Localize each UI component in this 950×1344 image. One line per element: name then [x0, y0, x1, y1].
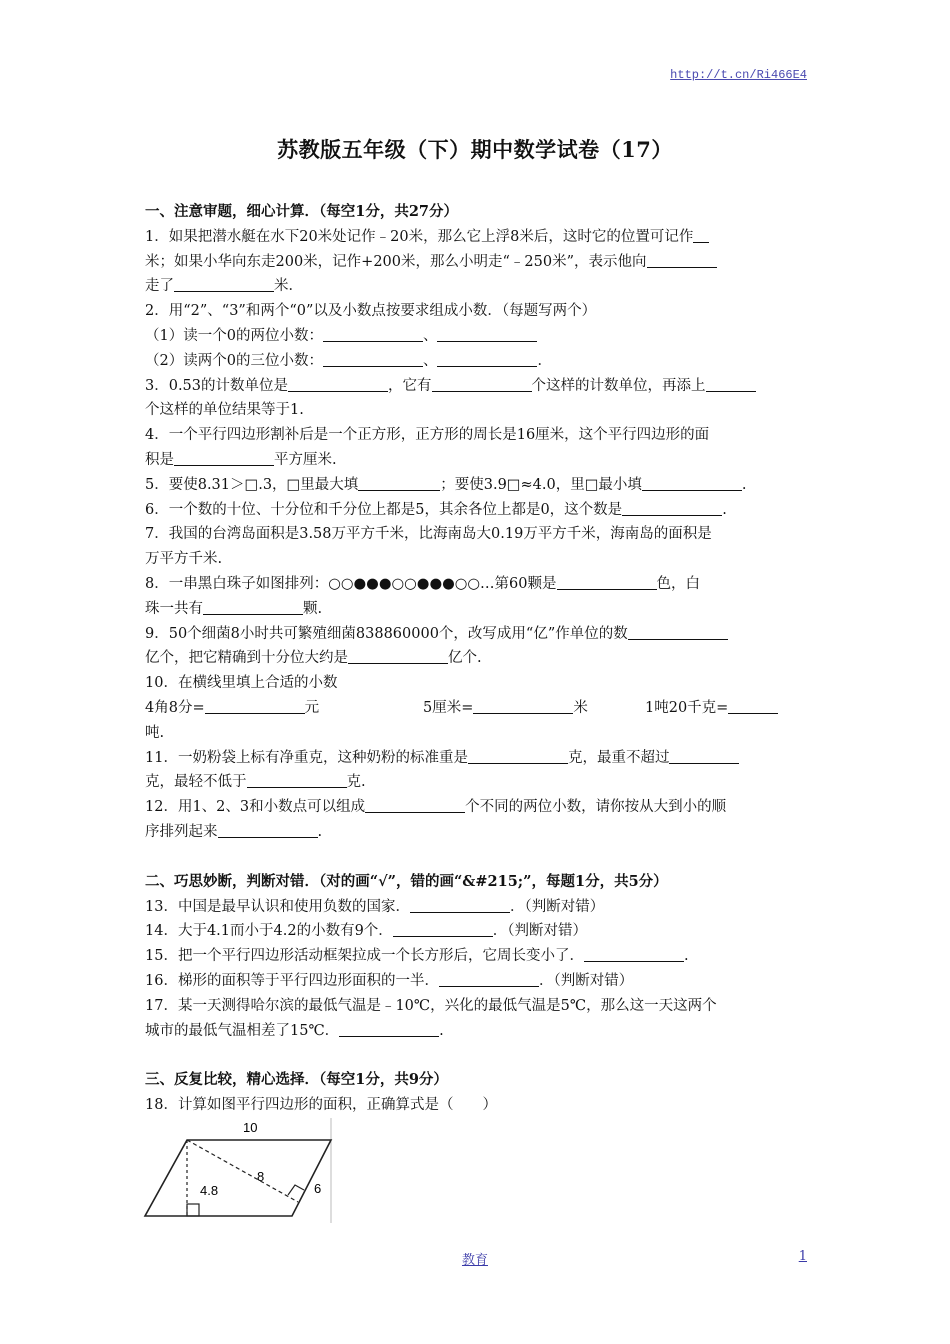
question-1-line-2: 米；如果小华向东走200米，记作+200米，那么小明走“﹣250米”，表示他向 — [145, 250, 810, 275]
question-3-line-1: 3．0.53的计数单位是 ，它有 个这样的计数单位，再添上 — [145, 374, 810, 399]
answer-blank[interactable] — [365, 796, 465, 813]
answer-blank[interactable] — [439, 970, 539, 987]
section-3-heading: 三、反复比较，精心选择．（每空1分，共9分） — [145, 1071, 448, 1089]
answer-blank[interactable] — [432, 375, 532, 392]
answer-blank[interactable] — [218, 821, 318, 838]
parallelogram-outline — [145, 1140, 331, 1216]
answer-blank[interactable] — [468, 747, 568, 764]
label-height: 4.8 — [200, 1183, 219, 1198]
question-10: 10．在横线里填上合适的小数 — [145, 675, 338, 692]
answer-blank[interactable] — [247, 771, 347, 788]
question-17-line-1: 17．某一天测得哈尔滨的最低气温是﹣10℃，兴化的最低气温是5℃，那么这一天这两个 — [145, 997, 717, 1014]
question-8-line-2: 珠一共有 颗. — [145, 597, 810, 622]
question-4-line-2: 积是 平方厘米. — [145, 448, 810, 473]
page-number: 1 — [798, 1249, 807, 1264]
question-11-line-2: 克，最轻不低于 克. — [145, 770, 810, 795]
question-8-line-1: 8．一串黑白珠子如图排列：○○●●●○○●●●○○…第60颗是 色，白 — [145, 572, 810, 597]
question-3-line-2: 个这样的单位结果等于1. — [145, 402, 304, 419]
answer-blank[interactable] — [706, 375, 756, 392]
answer-blank[interactable] — [557, 573, 657, 590]
question-4-line-1: 4．一个平行四边形割补后是一个正方形，正方形的周长是16厘米，这个平行四边形的面 — [145, 427, 710, 444]
question-9-line-2: 亿个，把它精确到十分位大约是 亿个. — [145, 646, 810, 671]
question-2-part-1: （1）读一个0的两位小数： 、 — [145, 324, 810, 349]
section-1-heading: 一、注意审题，细心计算．（每空1分，共27分） — [145, 203, 459, 220]
right-angle-mark — [288, 1185, 304, 1195]
question-15: 15．把一个平行四边形活动框架拉成一个长方形后，它周长变小了． . — [145, 944, 810, 969]
answer-blank[interactable] — [622, 499, 722, 516]
label-diagonal: 8 — [257, 1169, 265, 1184]
right-angle-mark — [187, 1204, 199, 1216]
page-title: 苏教版五年级（下）期中数学试卷（17） — [277, 137, 673, 162]
answer-blank[interactable] — [205, 697, 305, 714]
question-14: 14．大于4.1而小于4.2的小数有9个． ．（判断对错） — [145, 919, 810, 944]
answer-blank[interactable] — [410, 896, 510, 913]
answer-blank[interactable] — [628, 623, 728, 640]
answer-blank[interactable] — [174, 449, 274, 466]
answer-blank[interactable] — [437, 350, 537, 367]
label-side: 6 — [314, 1181, 322, 1196]
parallelogram-figure — [140, 1118, 340, 1223]
question-11-line-1: 11．一奶粉袋上标有净重克，这种奶粉的标准重是 克，最重不超过 — [145, 746, 810, 771]
question-1-line-1: 1．如果把潜水艇在水下20米处记作﹣20米，那么它上浮8米后，这时它的位置可记作 — [145, 225, 810, 250]
question-6: 6．一个数的十位、十分位和千分位上都是5，其余各位上都是0，这个数是 . — [145, 498, 810, 523]
section-2-heading: 二、巧思妙断，判断对错．（对的画“√”，错的画“&#215;”，每题1分，共5分） — [145, 872, 668, 890]
answer-blank[interactable] — [642, 474, 742, 491]
answer-blank[interactable] — [323, 325, 423, 342]
question-16: 16．梯形的面积等于平行四边形面积的一半． ．（判断对错） — [145, 969, 810, 994]
question-12-line-2: 序排列起来 . — [145, 820, 810, 845]
exam-body — [145, 200, 810, 1118]
answer-blank[interactable] — [174, 275, 274, 292]
answer-blank[interactable] — [728, 697, 778, 714]
answer-blank[interactable] — [693, 226, 709, 243]
question-5: 5．要使8.31＞□.3，□里最大填 ；要使3.9□≈4.0，里□最小填 . — [145, 473, 810, 498]
footer-label[interactable]: 教育 — [461, 1253, 488, 1268]
answer-blank[interactable] — [473, 697, 573, 714]
question-2-part-2: （2）读两个0的三位小数： 、 ． — [145, 349, 810, 374]
question-1-line-3: 走了 米． — [145, 274, 810, 299]
answer-blank[interactable] — [437, 325, 537, 342]
question-9-line-1: 9．50个细菌8小时共可繁殖细菌838860000个，改写成用“亿”作单位的数 — [145, 622, 810, 647]
answer-blank[interactable] — [669, 747, 739, 764]
question-10-items: 4角8分= 元 5厘米= 米 1吨20千克= — [145, 696, 810, 721]
question-2: 2．用“2”、“3”和两个“0”以及小数点按要求组成小数．（每题写两个） — [145, 303, 597, 320]
answer-blank[interactable] — [584, 945, 684, 962]
answer-blank[interactable] — [358, 474, 440, 491]
question-17-line-2: 城市的最低气温相差了15℃． . — [145, 1019, 810, 1044]
label-top: 10 — [243, 1120, 258, 1135]
question-12-line-1: 12．用1、2、3和小数点可以组成 个不同的两位小数，请你按从大到小的顺 — [145, 795, 810, 820]
question-13: 13．中国是最早认识和使用负数的国家． ．（判断对错） — [145, 895, 810, 920]
answer-blank[interactable] — [288, 375, 388, 392]
answer-blank[interactable] — [647, 251, 717, 268]
header-link[interactable]: http://t.cn/Ri466E4 — [670, 68, 807, 82]
answer-blank[interactable] — [323, 350, 423, 367]
answer-blank[interactable] — [339, 1020, 439, 1037]
question-18: 18．计算如图平行四边形的面积，正确算式是（ ） — [145, 1097, 497, 1114]
question-7-line-2: 万平方千米. — [145, 551, 223, 568]
answer-blank[interactable] — [203, 598, 303, 615]
answer-blank[interactable] — [393, 920, 493, 937]
answer-blank[interactable] — [348, 647, 448, 664]
question-10-tail: 吨. — [145, 724, 165, 741]
question-7-line-1: 7．我国的台湾岛面积是3.58万平方千米，比海南岛大0.19万平方千米，海南岛的面积是 — [145, 526, 712, 543]
